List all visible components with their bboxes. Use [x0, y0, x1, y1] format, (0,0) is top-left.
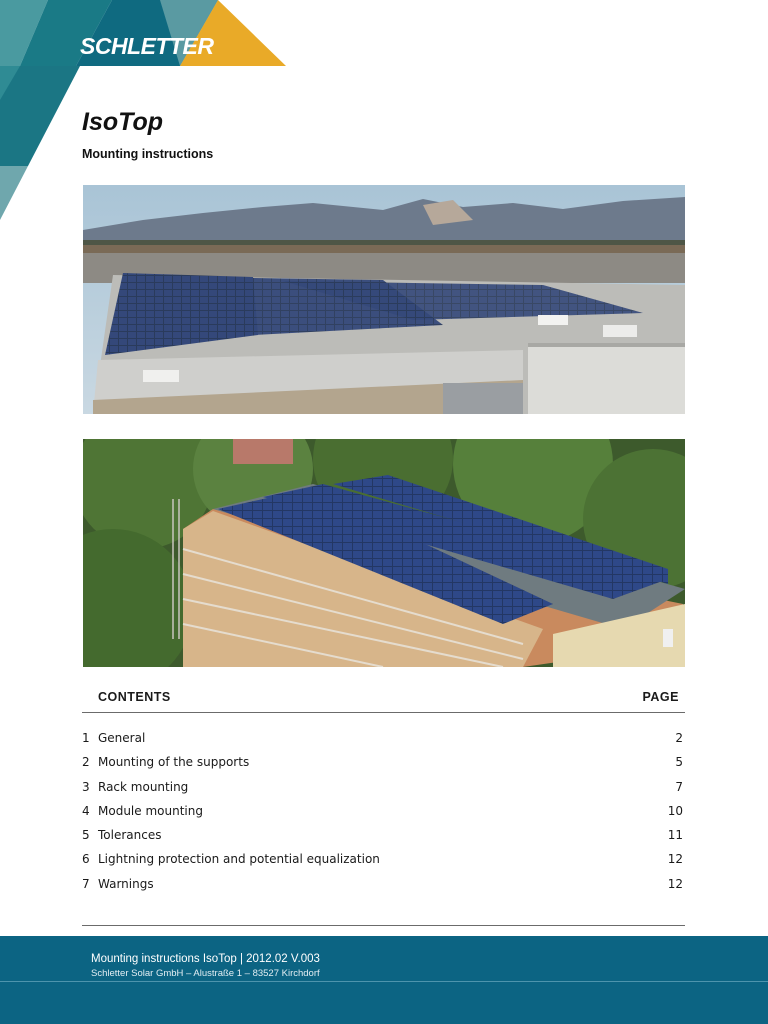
toc-entry-number: 7 — [82, 876, 90, 891]
toc-entry[interactable] — [82, 852, 685, 876]
toc-entry-number: 2 — [82, 755, 90, 770]
toc-entry-page: 10 — [667, 803, 683, 818]
toc-entry-label: General — [98, 731, 146, 745]
toc-entry-label: Lightning protection and potential equalization — [98, 852, 380, 867]
toc-entry[interactable] — [82, 755, 685, 779]
toc-top-divider — [82, 712, 685, 713]
footer-company-address: Schletter Solar GmbH – Alustraße 1 – 83527 Kirchdorf — [91, 968, 320, 979]
toc-entry-label: Rack mounting — [98, 779, 189, 794]
toc-entry-page: 7 — [675, 779, 683, 794]
toc-entry-page: 11 — [667, 828, 683, 843]
toc-entry-page: 5 — [675, 755, 683, 770]
contents-heading: CONTENTS — [98, 690, 171, 704]
toc-entry-page: 2 — [675, 731, 683, 745]
toc-entry-number: 6 — [82, 852, 90, 867]
toc-entry-page: 12 — [667, 852, 683, 867]
toc-entry-number: 3 — [82, 779, 90, 794]
toc-entry-label: Tolerances — [98, 828, 162, 843]
toc-entry-label: Warnings — [98, 876, 154, 891]
footer — [0, 936, 768, 1024]
toc-entry[interactable] — [82, 731, 685, 755]
flat-roof-solar-array-photo — [83, 185, 685, 414]
document-title: IsoTop — [82, 108, 164, 136]
toc-entry[interactable] — [82, 804, 685, 828]
toc-entry-number: 1 — [82, 731, 90, 745]
toc-entry[interactable] — [82, 780, 685, 804]
footer-divider — [0, 981, 768, 982]
document-subtitle: Mounting instructions — [82, 147, 214, 161]
toc-entry-number: 4 — [82, 803, 90, 818]
page-heading: PAGE — [642, 690, 679, 704]
footer-document-info: Mounting instructions IsoTop | 2012.02 V.003 — [91, 953, 320, 965]
toc-list — [82, 731, 685, 901]
toc-bottom-divider — [82, 925, 685, 926]
schletter-logo: SCHLETTER — [80, 33, 214, 59]
toc-entry[interactable] — [82, 828, 685, 852]
toc-entry-label: Module mounting — [98, 803, 203, 818]
toc-entry-label: Mounting of the supports — [98, 755, 250, 770]
toc-entry-page: 12 — [667, 876, 683, 891]
building-rooftop-solar-photo — [83, 439, 685, 667]
toc-entry[interactable] — [82, 877, 685, 901]
toc-entry-number: 5 — [82, 828, 90, 843]
